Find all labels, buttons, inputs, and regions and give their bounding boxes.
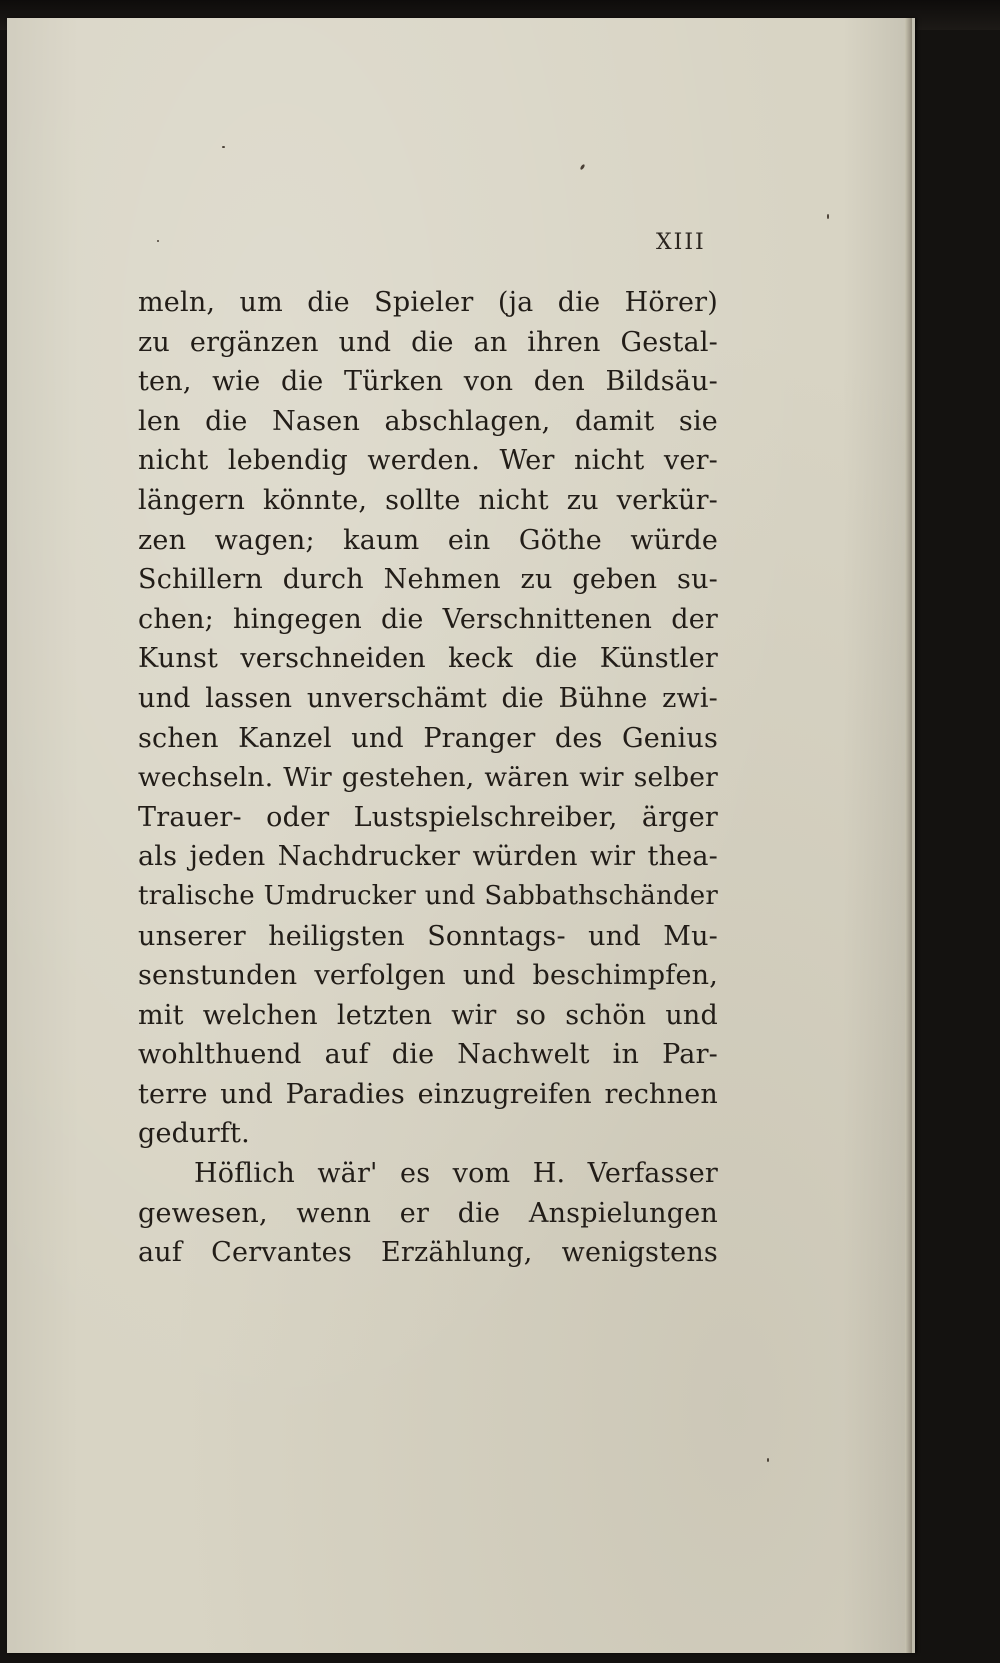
text-line: gewesen, wenn er die Anspielungen [138,1197,718,1229]
text-line: längern könnte, sollte nicht zu verkür- [138,484,718,516]
paper-speck [767,1458,769,1462]
text-line: chen; hingegen die Verschnittenen der [138,603,718,635]
text-line: senstunden verfolgen und beschimpfen, [138,960,718,992]
text-line: gedurft. [138,1118,250,1150]
paper-speck [580,164,586,171]
text-line: auf Cervantes Erzählung, wenigstens [138,1237,718,1269]
body-text [138,283,718,1273]
text-line: mit welchen letzten wir so schön und [138,999,718,1031]
text-line: wohlthuend auf die Nachwelt in Par- [138,1039,718,1071]
paper-speck [827,214,829,219]
text-line: zen wagen; kaum ein Göthe würde [138,524,718,556]
text-line: Kunst verschneiden keck die Künstler [138,643,718,675]
text-line: meln, um die Spieler (ja die Hörer) [138,287,718,318]
text-line: len die Nasen abschlagen, damit sie [138,405,718,437]
text-line: Höflich wär' es vom H. Verfasser [194,1158,718,1190]
page-number: XIII [656,230,706,255]
paper-speck [222,146,225,148]
page-edge [905,18,912,1653]
text-line: nicht lebendig werden. Wer nicht ver- [138,445,718,477]
text-line: terre und Paradies einzugreifen rechnen [138,1078,718,1110]
text-line: als jeden Nachdrucker würden wir thea- [138,841,718,873]
paper-speck [157,240,159,242]
text-line: Trauer- oder Lustspielschreiber, ärger [138,801,718,833]
text-line: wechseln. Wir gestehen, wären wir selber [138,762,718,794]
text-line: Schillern durch Nehmen zu geben su- [138,564,718,596]
text-line: unserer heiligsten Sonntags- und Mu- [138,920,718,952]
text-line: ten, wie die Türken von den Bildsäu- [138,366,718,398]
text-line: und lassen unverschämt die Bühne zwi- [138,682,718,714]
text-line: zu ergänzen und die an ihren Gestal- [138,326,718,358]
text-line: schen Kanzel und Pranger des Genius [138,722,718,754]
text-line: tralische Umdrucker und Sabbathschänder [138,880,718,911]
